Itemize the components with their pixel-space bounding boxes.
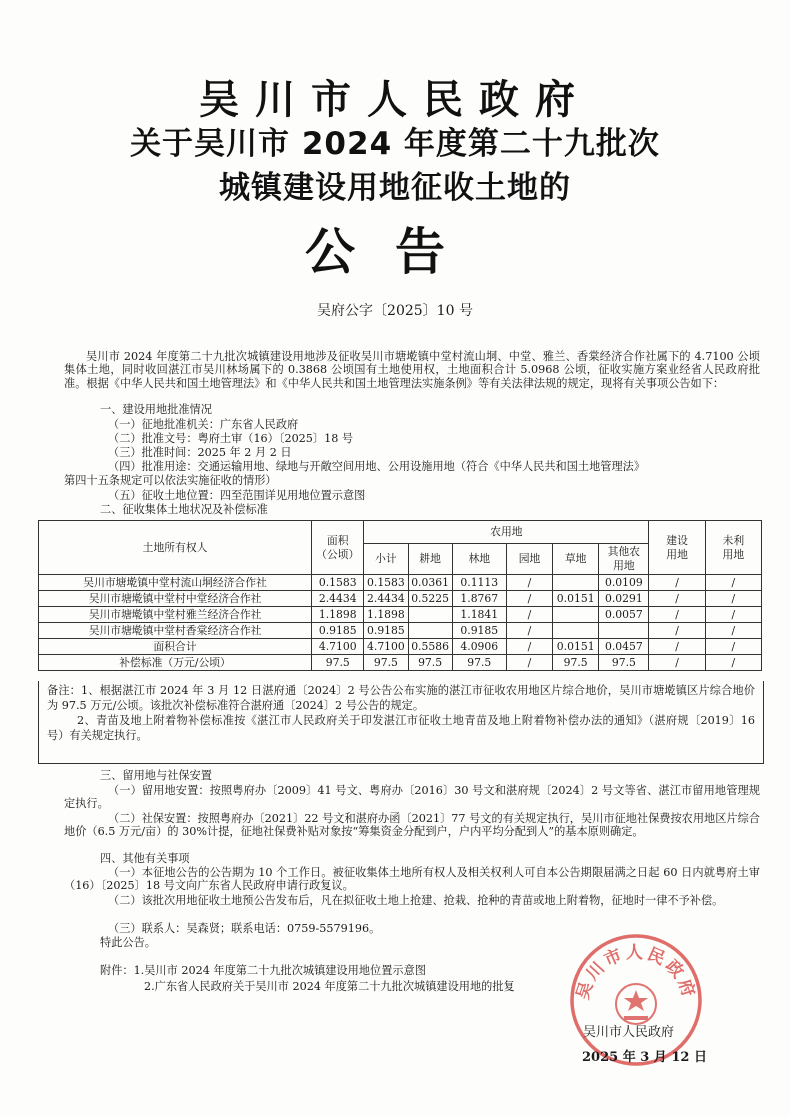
forest-cell: 4.0906 [452,639,506,655]
table-row-compensation [39,655,762,671]
construction-cell: / [649,655,705,671]
owner-cell: 吴川市塘墘镇中堂村中堂经济合作社 [39,591,312,607]
table-row-total [39,639,762,655]
cultivated-cell: 0.5586 [408,639,452,655]
land-location: （五）征收土地位置：四至范围详见用地位置示意图 [108,489,366,502]
approval-authority: （一）征地批准机关：广东省人民政府 [108,418,299,431]
issuer-signature: 吴川市人民政府 [583,1025,675,1040]
no-compensation-paragraph: （二）该批次用地征收土地预公告发布后，凡在拟征收土地上抢建、抢栽、抢种的青苗或地上附着物，征地时一律不予补偿。 [108,894,724,907]
area-cell: 4.7100 [312,639,364,655]
closing-line: 特此公告。 [100,936,156,949]
cultivated-cell: 0.5225 [408,591,452,607]
contact-info: （三）联系人：吴森贤；联系电话：0759-5579196。 [108,922,381,935]
header-area-line1: 面积 [326,533,349,547]
approval-use: （四）批准用途：交通运输用地、绿地与开敞空间用地、公用设施用地（符合《中华人民共和国土地管理法》 [108,460,646,473]
area-cell: 1.1898 [312,607,364,623]
other-farmland-cell [599,623,649,639]
garden-cell: / [506,623,552,639]
header-forest: 林地 [452,544,506,575]
header-garden: 园地 [506,544,552,575]
area-cell: 2.4434 [312,591,364,607]
header-owner: 土地所有权人 [39,521,312,575]
unused-cell: / [705,639,761,655]
garden-cell: / [506,607,552,623]
grass-cell: 0.0151 [553,591,599,607]
approval-number: （二）批准文号：粤府土审（16）〔2025〕18 号 [108,432,354,445]
header-unused-line2: 用地 [722,547,745,561]
subtotal-cell: 97.5 [364,655,408,671]
seal-text: 吴川市人民政府 [573,943,699,1003]
forest-cell: 0.9185 [452,623,506,639]
header-area-line2: （公顷） [316,547,360,561]
issue-date: 2025 年 3 月 12 日 [582,1050,707,1065]
header-other-line2: 用地 [613,559,635,572]
header-subtotal: 小计 [364,544,408,575]
grass-cell [553,623,599,639]
forest-cell: 1.8767 [452,591,506,607]
unused-cell: / [705,623,761,639]
header-construction-line1: 建设 [666,533,688,547]
cultivated-cell: 97.5 [408,655,452,671]
table-row [39,623,762,639]
garden-cell: / [506,639,552,655]
note-2: 2、青苗及地上附着物补偿标准按《湛江市人民政府关于印发湛江市征收土地青苗及地上附着物补偿办法的通知》（湛府规〔2019〕16 号）有关规定执行。 [47,714,755,742]
document-type-title: 公告 [305,223,485,281]
attachment-1: 附件：1.吴川市 2024 年度第二十九批次城镇建设用地位置示意图 [100,964,426,977]
cultivated-cell: 0.0361 [408,575,452,591]
cultivated-cell [408,607,452,623]
subtotal-cell: 2.4434 [364,591,408,607]
garden-cell: / [506,575,552,591]
owner-cell: 吴川市塘墘镇中堂村雅兰经济合作社 [39,607,312,623]
unused-cell: / [705,575,761,591]
table-row [39,575,762,591]
construction-cell: / [649,639,705,655]
subject-line-1: 关于吴川市 2024 年度第二十九批次 [130,126,660,162]
approval-use-cont: 第四十五条规定可以依法实施征收的情形） [64,474,277,487]
grass-cell [553,607,599,623]
owner-cell: 补偿标准（万元/公顷） [39,655,312,671]
notice-period-paragraph: （一）本征地公告的公告期为 10 个工作日。被征收集体土地所有权人及相关权利人可自本公告期限届满之日起 60 日内就粤府土审（16）〔2025〕18 号文向广东省人民政府申请行政复议。 [64,866,760,893]
subject-line-2: 城镇建设用地征收土地的 [219,170,571,206]
subtotal-cell: 0.1583 [364,575,408,591]
header-farmland: 农用地 [364,521,649,544]
note-1: 备注：1、根据湛江市 2024 年 3 月 12 日湛府通〔2024〕2 号公告公布实施的湛江市征收农用地区片综合地价，吴川市塘墘镇区片综合地价为 97.5 万元/公顷。该批次补偿标准符合湛府通〔2024〕2 号公告的规定。 [47,684,755,712]
header-unused-line1: 未利 [722,533,745,547]
forest-cell: 97.5 [452,655,506,671]
attachment-2: 2.广东省人民政府关于吴川市 2024 年度第二十九批次城镇建设用地的批复 [144,980,515,993]
intro-paragraph: 吴川市 2024 年度第二十九批次城镇建设用地涉及征收吴川市塘墘镇中堂村流山垌、中堂、雅兰、香棠经济合作社属下的 4.7100 公顷集体土地，同时收回湛江市吴川林场属下的 0.3868 公顷国有土地使用权，土地面积合计 5.0968 公顷，征收实施方案业经省人民政府批准。根据《中华人民共和国土地管理法》和《中华人民共和国土地管理法实施条例》等有关法律法规的规定，现将有关事项公告如下： [64,350,760,390]
area-cell: 0.1583 [312,575,364,591]
subtotal-cell: 1.1898 [364,607,408,623]
other-farmland-cell: 0.0057 [599,607,649,623]
owner-cell: 吴川市塘墘镇中堂村香棠经济合作社 [39,623,312,639]
owner-cell: 面积合计 [39,639,312,655]
table-header-row [39,521,762,544]
other-farmland-cell: 97.5 [599,655,649,671]
section-4-heading: 四、其他有关事项 [100,852,190,865]
forest-cell: 1.1841 [452,607,506,623]
area-cell: 0.9185 [312,623,364,639]
table-row [39,607,762,623]
land-compensation-table [38,520,762,671]
social-security-paragraph: （二）社保安置：按照粤府办〔2021〕22 号文和湛府办函〔2021〕77 号文的有关规定执行，吴川市征地社保费按农用地区片综合地价（6.5 万元/亩）的 30%计提，征地社保费补贴对象按“筹集资金分配到户，户内平均分配到人”的基本原则确定。 [64,812,760,839]
other-farmland-cell: 0.0457 [599,639,649,655]
forest-cell: 0.1113 [452,575,506,591]
other-farmland-cell: 0.0291 [599,591,649,607]
retained-land-paragraph: （一）留用地安置：按照粤府办〔2009〕41 号文、粤府办〔2016〕30 号文和湛府规〔2024〕2 号文等省、湛江市留用地管理规定执行。 [64,784,760,811]
grass-cell [553,575,599,591]
section-1-heading: 一、建设用地批准情况 [100,403,212,416]
subtotal-cell: 4.7100 [364,639,408,655]
unused-cell: / [705,607,761,623]
section-3-heading: 三、留用地与社保安置 [100,769,212,782]
table-row [39,591,762,607]
garden-cell: / [506,655,552,671]
owner-cell: 吴川市塘墘镇中堂村流山垌经济合作社 [39,575,312,591]
header-unused-land [705,521,761,575]
header-construction-line2: 用地 [666,547,688,561]
garden-cell: / [506,591,552,607]
header-area [312,521,364,575]
header-other-farmland [599,544,649,575]
header-grass: 草地 [553,544,599,575]
approval-date: （三）批准时间：2025 年 2 月 2 日 [108,446,292,459]
document-number: 吴府公字〔2025〕10 号 [317,303,473,319]
other-farmland-cell: 0.0109 [599,575,649,591]
header-construction-land [649,521,705,575]
cultivated-cell [408,623,452,639]
construction-cell: / [649,623,705,639]
unused-cell: / [705,591,761,607]
subtotal-cell: 0.9185 [364,623,408,639]
construction-cell: / [649,607,705,623]
header-other-line1: 其他农 [607,545,641,558]
table-notes [38,681,764,764]
grass-cell: 0.0151 [553,639,599,655]
national-emblem-icon [616,984,656,1024]
issuer-title: 吴川市人民政府 [199,77,591,123]
header-cultivated: 耕地 [408,544,452,575]
section-2-heading: 二、征收集体土地状况及补偿标准 [100,503,268,516]
construction-cell: / [649,591,705,607]
unused-cell: / [705,655,761,671]
area-cell: 97.5 [312,655,364,671]
grass-cell: 97.5 [553,655,599,671]
construction-cell: / [649,575,705,591]
